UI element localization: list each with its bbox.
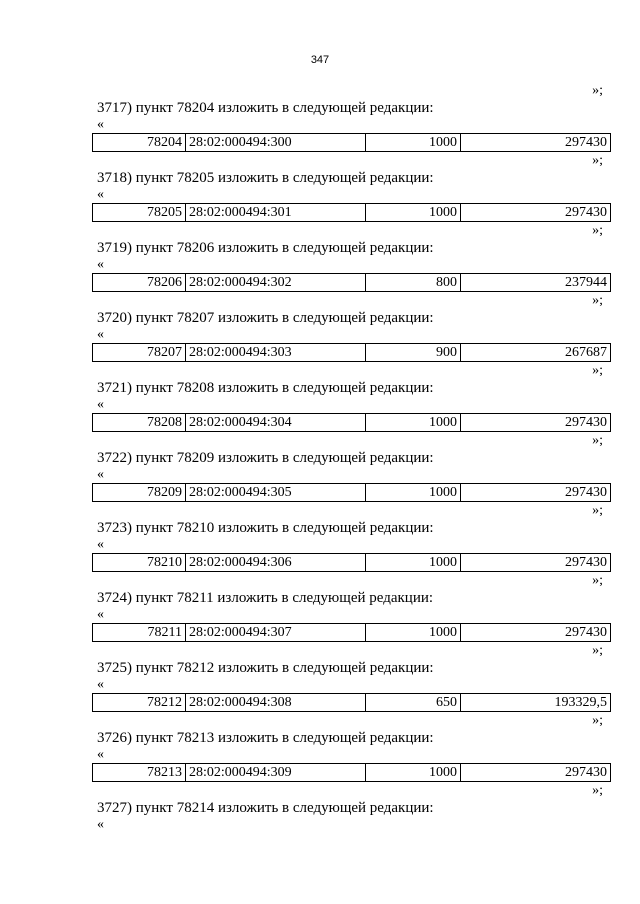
area-cell: 1000 [366,134,461,152]
value-cell: 297430 [461,624,611,642]
amendment-instruction: 3722) пункт 78209 изложить в следующей редакции: [97,450,434,466]
closing-quote: »; [592,713,603,728]
closing-quote: »; [592,83,603,98]
area-cell: 1000 [366,554,461,572]
amendment-instruction: 3723) пункт 78210 изложить в следующей редакции: [97,520,434,536]
amendment-table [92,763,611,782]
cadastral-number-cell: 28:02:000494:302 [186,274,366,292]
value-cell: 297430 [461,764,611,782]
closing-quote: »; [592,573,603,588]
opening-quote: « [97,467,104,482]
amendment-table [92,203,611,222]
opening-quote: « [97,397,104,412]
opening-quote: « [97,747,104,762]
closing-quote: »; [592,433,603,448]
table-row [93,624,611,642]
closing-quote: »; [592,223,603,238]
closing-quote: »; [592,293,603,308]
opening-quote: « [97,817,104,832]
amendment-table [92,273,611,292]
area-cell: 1000 [366,414,461,432]
amendment-table [92,133,611,152]
table-row [93,414,611,432]
area-cell: 1000 [366,624,461,642]
amendment-list [92,82,611,833]
closing-quote: »; [592,503,603,518]
cadastral-number-cell: 28:02:000494:306 [186,554,366,572]
amendment-table [92,343,611,362]
table-row [93,344,611,362]
area-cell: 900 [366,344,461,362]
cadastral-number-cell: 28:02:000494:304 [186,414,366,432]
item-number-cell: 78211 [93,624,186,642]
amendment-instruction: 3721) пункт 78208 изложить в следующей редакции: [97,380,434,396]
item-number-cell: 78205 [93,204,186,222]
item-number-cell: 78207 [93,344,186,362]
value-cell: 297430 [461,414,611,432]
amendment-instruction: 3717) пункт 78204 изложить в следующей редакции: [97,100,434,116]
item-number-cell: 78213 [93,764,186,782]
opening-quote: « [97,607,104,622]
closing-quote: »; [592,643,603,658]
item-number-cell: 78210 [93,554,186,572]
value-cell: 297430 [461,204,611,222]
item-number-cell: 78206 [93,274,186,292]
table-row [93,484,611,502]
opening-quote: « [97,187,104,202]
item-number-cell: 78208 [93,414,186,432]
area-cell: 800 [366,274,461,292]
amendment-instruction: 3724) пункт 78211 изложить в следующей редакции: [97,590,434,606]
page-number: 347 [310,54,330,66]
amendment-table [92,483,611,502]
opening-quote: « [97,117,104,132]
closing-quote: »; [592,153,603,168]
opening-quote: « [97,257,104,272]
cadastral-number-cell: 28:02:000494:308 [186,694,366,712]
table-row [93,554,611,572]
value-cell: 237944 [461,274,611,292]
closing-quote: »; [592,363,603,378]
closing-quote: »; [592,783,603,798]
amendment-instruction: 3718) пункт 78205 изложить в следующей редакции: [97,170,434,186]
opening-quote: « [97,537,104,552]
cadastral-number-cell: 28:02:000494:307 [186,624,366,642]
value-cell: 297430 [461,554,611,572]
table-row [93,274,611,292]
area-cell: 1000 [366,484,461,502]
value-cell: 193329,5 [461,694,611,712]
amendment-table [92,413,611,432]
amendment-instruction: 3720) пункт 78207 изложить в следующей редакции: [97,310,434,326]
cadastral-number-cell: 28:02:000494:305 [186,484,366,502]
item-number-cell: 78204 [93,134,186,152]
cadastral-number-cell: 28:02:000494:303 [186,344,366,362]
amendment-instruction: 3727) пункт 78214 изложить в следующей редакции: [97,800,434,816]
opening-quote: « [97,327,104,342]
amendment-instruction: 3725) пункт 78212 изложить в следующей редакции: [97,660,434,676]
item-number-cell: 78209 [93,484,186,502]
cadastral-number-cell: 28:02:000494:300 [186,134,366,152]
cadastral-number-cell: 28:02:000494:301 [186,204,366,222]
opening-quote: « [97,677,104,692]
table-row [93,764,611,782]
area-cell: 1000 [366,764,461,782]
amendment-table [92,693,611,712]
value-cell: 267687 [461,344,611,362]
table-row [93,694,611,712]
table-row [93,134,611,152]
amendment-table [92,553,611,572]
amendment-table [92,623,611,642]
value-cell: 297430 [461,134,611,152]
value-cell: 297430 [461,484,611,502]
amendment-instruction: 3719) пункт 78206 изложить в следующей редакции: [97,240,434,256]
item-number-cell: 78212 [93,694,186,712]
area-cell: 1000 [366,204,461,222]
cadastral-number-cell: 28:02:000494:309 [186,764,366,782]
table-row [93,204,611,222]
amendment-instruction: 3726) пункт 78213 изложить в следующей редакции: [97,730,434,746]
area-cell: 650 [366,694,461,712]
